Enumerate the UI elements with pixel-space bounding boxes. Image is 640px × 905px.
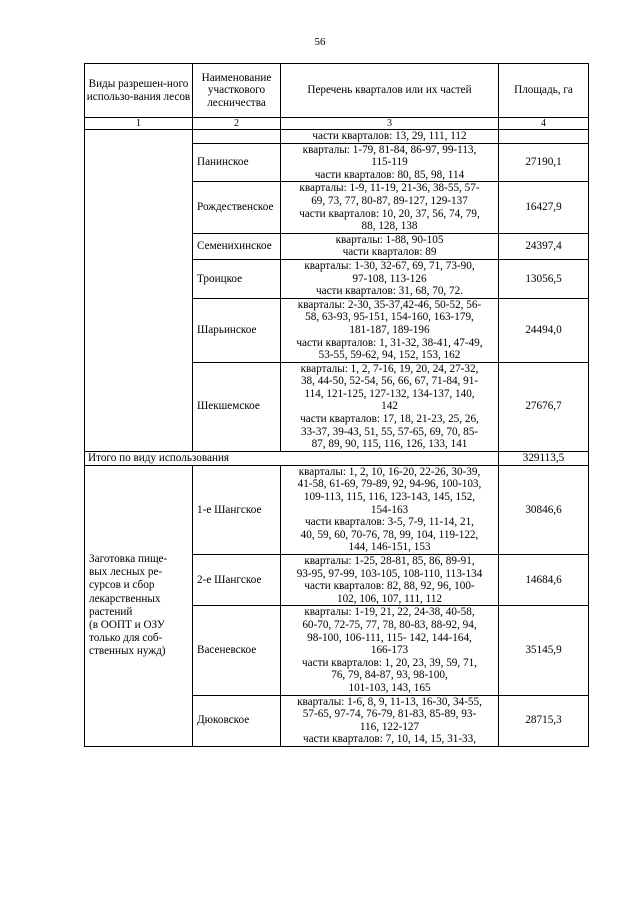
quarters-line: кварталы: 1-6, 8, 9, 11-13, 16-30, 34-55, xyxy=(297,695,482,708)
quarters-line: 114, 121-125, 127-132, 134-137, 140, xyxy=(304,387,475,400)
area-value: 16427,9 xyxy=(499,182,589,233)
area-value: 27190,1 xyxy=(499,143,589,182)
use-type-line: (в ООПТ и ОЗУ xyxy=(89,619,165,632)
quarters-line: части кварталов: 82, 88, 92, 96, 100- xyxy=(304,580,475,593)
use-type-cell-empty xyxy=(85,130,193,452)
use-type-cell xyxy=(85,465,193,746)
header-row xyxy=(85,64,589,118)
quarters-line: 98-100, 106-111, 115- 142, 144-164, xyxy=(307,631,472,644)
page-number: 56 xyxy=(314,36,326,48)
quarters-line: части кварталов: 7, 10, 14, 15, 31-33, xyxy=(302,733,477,746)
forestry-name: Семенихинское xyxy=(193,233,281,259)
use-type-line: вых лесных ре- xyxy=(89,566,163,579)
table-row xyxy=(85,465,589,554)
quarters-line: кварталы: 2-30, 35-37,42-46, 50-52, 56- xyxy=(297,298,482,311)
use-type-line: лекарственных xyxy=(89,592,161,605)
quarters-cell xyxy=(281,362,499,451)
quarters-cell xyxy=(281,695,499,746)
quarters-line: 109-113, 115, 116, 123-143, 145, 152, xyxy=(303,491,476,504)
quarters-line: 41-58, 61-69, 79-89, 92, 94-96, 100-103, xyxy=(297,478,482,491)
quarters-line: 102, 106, 107, 111, 112 xyxy=(336,592,443,605)
quarters-line: кварталы: 1-79, 81-84, 86-97, 99-113, xyxy=(302,143,477,156)
forestry-name: Панинское xyxy=(193,143,281,182)
area-value: 13056,5 xyxy=(499,259,589,298)
header-use-type: Виды разрешен-ного использо-вания лесов xyxy=(85,64,193,118)
quarters-line: 88, 128, 138 xyxy=(361,220,418,233)
area-value: 30846,6 xyxy=(499,465,589,554)
forestry-name: Дюковское xyxy=(193,695,281,746)
quarters-cell xyxy=(281,233,499,259)
use-type-line: Заготовка пище- xyxy=(89,553,168,566)
quarters-cell xyxy=(281,259,499,298)
quarters-line: части кварталов: 10, 20, 37, 56, 74, 79, xyxy=(299,207,480,220)
quarters-line: 58, 63-93, 95-151, 154-160, 163-179, xyxy=(305,311,474,324)
quarters-line: 166-173 xyxy=(370,644,409,657)
forest-quarters-table xyxy=(84,63,589,747)
area-value: 27676,7 xyxy=(499,362,589,451)
forestry-name-empty xyxy=(193,130,281,144)
quarters-line: кварталы: 1-25, 28-81, 85, 86, 89-91, xyxy=(304,555,475,567)
quarters-line: части кварталов: 89 xyxy=(342,246,437,259)
forestry-name: Васеневское xyxy=(193,606,281,695)
forestry-name: Троицкое xyxy=(193,259,281,298)
col-number: 2 xyxy=(193,118,281,130)
quarters-line: 60-70, 72-75, 77, 78, 80-83, 88-92, 94, xyxy=(302,618,477,631)
quarters-line: 97-108, 113-126 xyxy=(352,272,427,285)
quarters-line: части кварталов: 3-5, 7-9, 11-14, 21, xyxy=(305,516,474,529)
quarters-line: части кварталов: 1, 20, 23, 39, 59, 71, xyxy=(302,656,477,669)
quarters-line: 76, 79, 84-87, 93, 98-100, xyxy=(331,669,448,682)
quarters-line: части кварталов: 31, 68, 70, 72. xyxy=(316,285,463,298)
total-label: Итого по виду использования xyxy=(85,451,499,465)
quarters-cell xyxy=(281,606,499,695)
quarters-cell xyxy=(281,555,499,606)
quarters-line: 33-37, 39-43, 51, 55, 57-65, 69, 70, 85- xyxy=(300,425,479,438)
quarters-line: кварталы: 1, 2, 10, 16-20, 22-26, 30-39, xyxy=(298,465,481,478)
block2-body xyxy=(85,465,589,746)
quarters-line: 144, 146-151, 153 xyxy=(348,541,431,554)
quarters-line: 40, 59, 60, 70-76, 78, 99, 104, 119-122, xyxy=(300,528,479,541)
area-value: 28715,3 xyxy=(499,695,589,746)
col-number: 1 xyxy=(85,118,193,130)
area-value: 24397,4 xyxy=(499,233,589,259)
block1-body xyxy=(85,130,589,452)
quarters-line: кварталы: 1-30, 32-67, 69, 71, 73-90, xyxy=(304,259,475,272)
quarters-line: 115-119 xyxy=(371,156,408,169)
quarters-line: части кварталов: 1, 31-32, 38-41, 47-49, xyxy=(296,336,483,349)
quarters-line: 181-187, 189-196 xyxy=(349,323,430,336)
quarters-line: кварталы: 1-19, 21, 22, 24-38, 40-58, xyxy=(304,606,475,619)
quarters-cell xyxy=(281,465,499,554)
use-type-line: сурсов и сбор xyxy=(89,579,155,592)
col-number: 4 xyxy=(499,118,589,130)
quarters-line: кварталы: 1, 2, 7-16, 19, 20, 24, 27-32, xyxy=(300,362,479,375)
quarters-line: 142 xyxy=(381,400,398,413)
forestry-name: Рождественское xyxy=(193,182,281,233)
quarters-cell xyxy=(281,182,499,233)
quarters-cell xyxy=(281,143,499,182)
header-area: Площадь, га xyxy=(499,64,589,118)
forestry-name: 1-е Шангское xyxy=(193,465,281,554)
area-value: 14684,6 xyxy=(499,555,589,606)
forestry-name: 2-е Шангское xyxy=(193,555,281,606)
quarters-line: 53-55, 59-62, 94, 152, 153, 162 xyxy=(318,349,461,362)
column-number-row xyxy=(85,118,589,130)
quarters-line: 101-103, 143, 165 xyxy=(348,681,431,694)
quarters-line: кварталы: 1-9, 11-19, 21-36, 38-55, 57- xyxy=(299,182,480,195)
quarters-line: части кварталов: 80, 85, 98, 114 xyxy=(314,168,465,181)
quarters-line: 69, 73, 77, 80-87, 89-127, 129-137 xyxy=(311,194,468,207)
area-empty xyxy=(499,130,589,144)
forestry-name: Шекшемское xyxy=(193,362,281,451)
quarters-line: 154-163 xyxy=(370,503,409,516)
quarters-cell xyxy=(281,298,499,362)
use-type-line: ственных нужд) xyxy=(89,645,166,658)
quarters-line: 116, 122-127 xyxy=(359,720,420,733)
use-type-line: растений xyxy=(89,605,133,618)
total-row xyxy=(85,451,589,465)
area-value: 35145,9 xyxy=(499,606,589,695)
quarters-line: 87, 89, 90, 115, 116, 126, 133, 141 xyxy=(311,438,468,451)
header-quarters-list: Перечень кварталов или их частей xyxy=(281,64,499,118)
header-forestry-name: Наименование участкового лесничества xyxy=(193,64,281,118)
quarters-continuation: части кварталов: 13, 29, 111, 112 xyxy=(281,130,499,144)
total-area: 329113,5 xyxy=(499,451,589,465)
quarters-line: части кварталов: 17, 18, 21-23, 25, 26, xyxy=(300,413,479,426)
continuation-row xyxy=(85,130,589,144)
col-number: 3 xyxy=(281,118,499,130)
quarters-line: 38, 44-50, 52-54, 56, 66, 67, 71-84, 91- xyxy=(300,375,479,388)
forestry-name: Шарьинское xyxy=(193,298,281,362)
quarters-line: 57-65, 97-74, 76-79, 81-83, 85-89, 93- xyxy=(302,708,477,721)
quarters-line: кварталы: 1-88, 90-105 xyxy=(335,233,444,246)
use-type-line: только для соб- xyxy=(89,632,163,645)
quarters-line: 93-95, 97-99, 103-105, 108-110, 113-134 xyxy=(296,567,483,580)
area-value: 24494,0 xyxy=(499,298,589,362)
